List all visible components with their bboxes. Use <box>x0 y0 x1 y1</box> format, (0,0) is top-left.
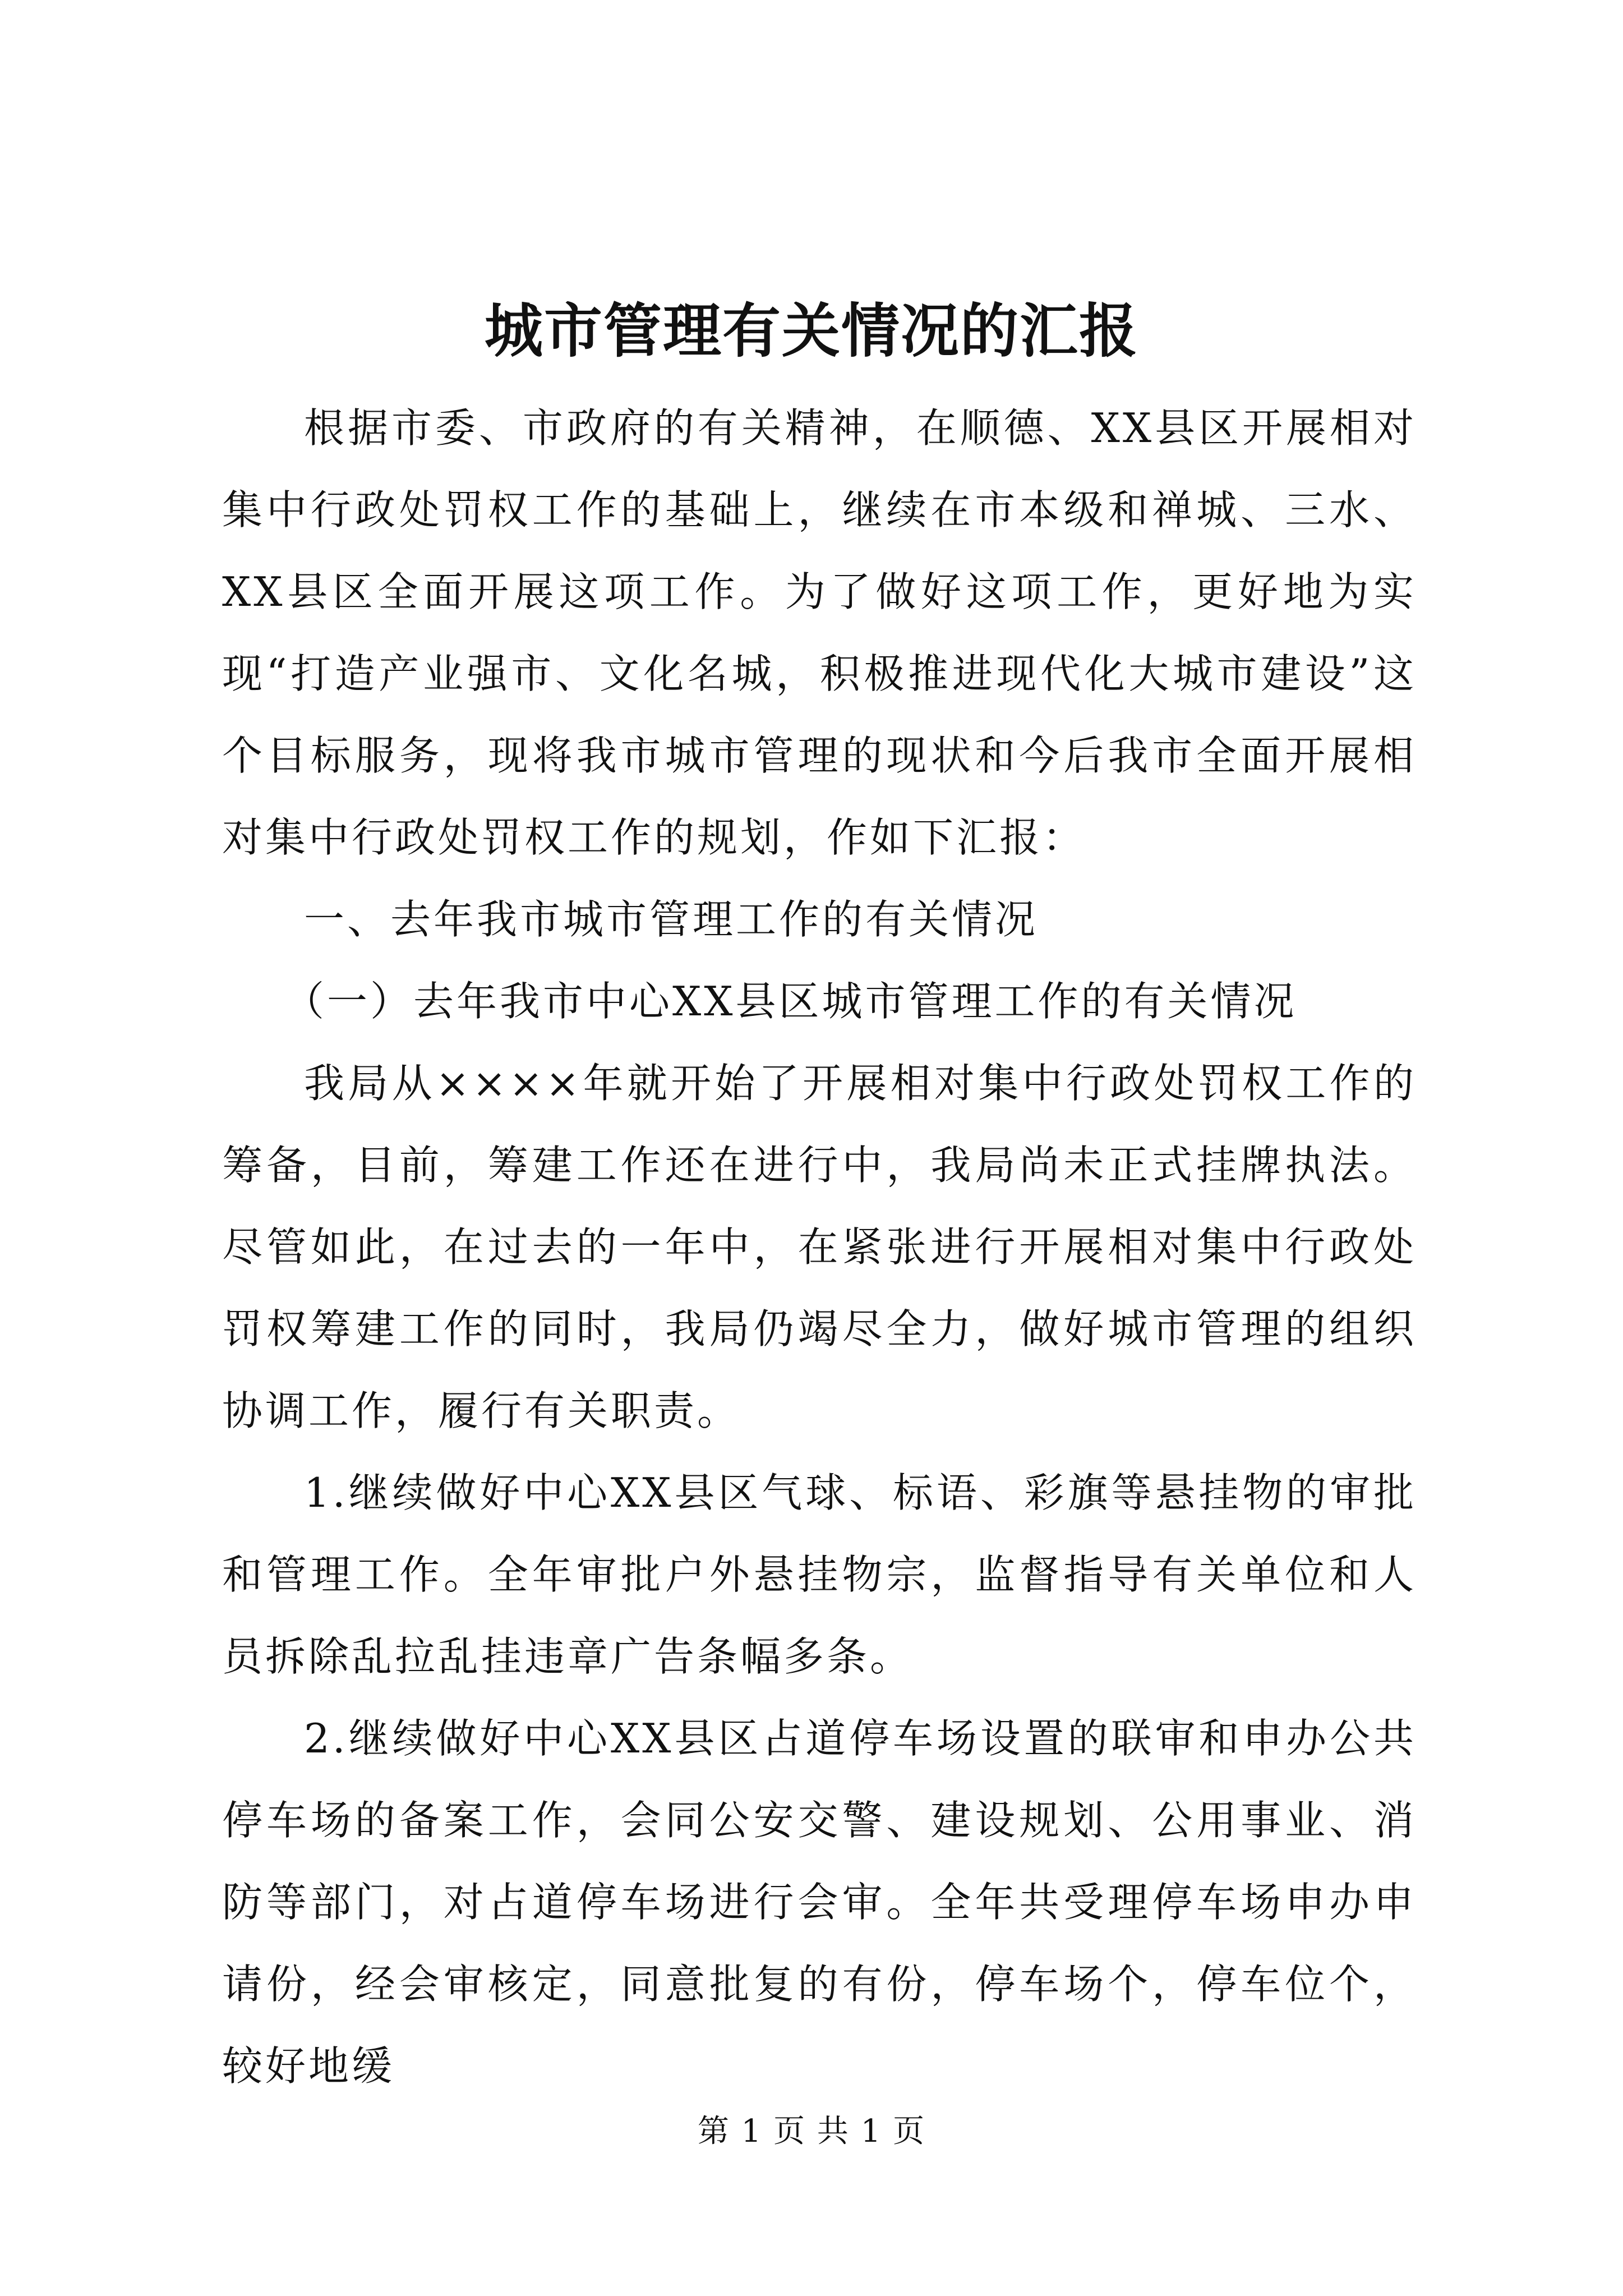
page-footer: 第 1 页 共 1 页 <box>697 2113 926 2150</box>
document-title: 城市管理有关情况的汇报 <box>484 296 1138 365</box>
paragraph-intro: 根据市委、市政府的有关精神，在顺德、XX县区开展相对集中行政处罚权工作的基础上，继续在市本级和禅城、三水、XX县区全面开展这项工作。为了做好这项工作，更好地为实现“打造产业强市、文化名城，积极推进现代化大城市建设”这个目标服务，现将我市城市管理的现状和今后我市全面开展相对集中行政处罚权工作的规划，作如下汇报： <box>222 404 1417 861</box>
heading-section-1: 一、去年我市城市管理工作的有关情况 <box>304 896 1039 943</box>
heading-subsection-1: （一）去年我市中心XX县区城市管理工作的有关情况 <box>284 978 1297 1025</box>
paragraph-item-1: 1.继续做好中心XX县区气球、标语、彩旗等悬挂物的审批和管理工作。全年审批户外悬挂物宗，监督指导有关单位和人员拆除乱拉乱挂违章广告条幅多条。 <box>222 1469 1417 1680</box>
paragraph-item-2: 2.继续做好中心XX县区占道停车场设置的联审和申办公共停车场的备案工作，会同公安交警、建设规划、公用事业、消防等部门，对占道停车场进行会审。全年共受理停车场申办申请份，经会审核定，同意批复的有份，停车场个，停车位个，较好地缓 <box>222 1715 1417 2090</box>
paragraph-preparation: 我局从××××年就开始了开展相对集中行政处罚权工作的筹备，目前，筹建工作还在进行中，我局尚未正式挂牌执法。尽管如此，在过去的一年中，在紧张进行开展相对集中行政处罚权筹建工作的同时，我局仍竭尽全力，做好城市管理的组织协调工作，履行有关职责。 <box>222 1060 1417 1434</box>
document-body <box>222 387 1417 2107</box>
